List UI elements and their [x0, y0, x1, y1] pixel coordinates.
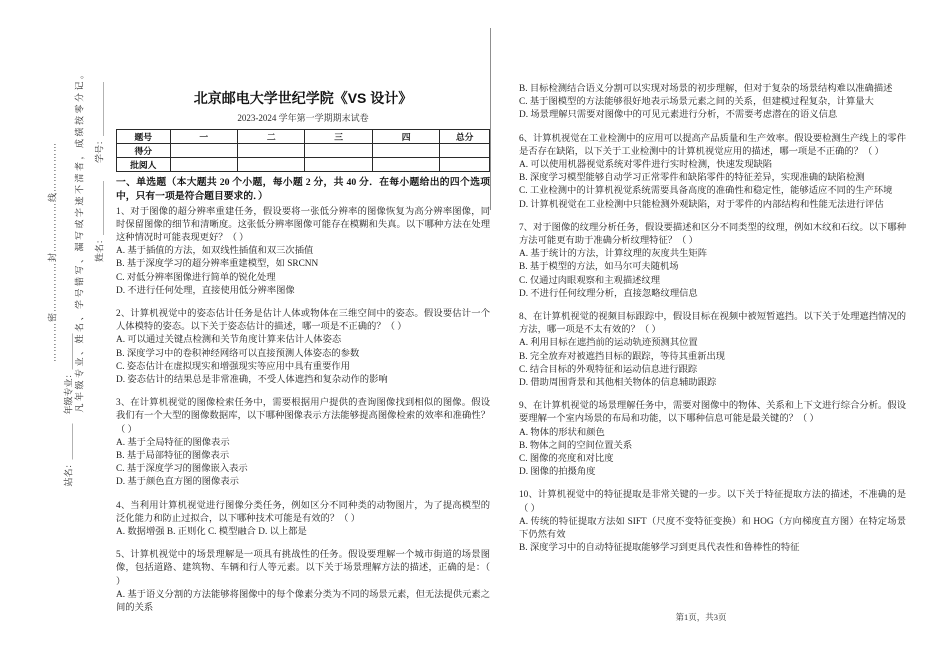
question-option: B. 基于局部特征的图像表示	[116, 451, 230, 462]
question-option: A. 利用目标在遮挡前的运动轨迹预测其位置	[519, 338, 698, 349]
score-cell	[440, 158, 490, 172]
question-block	[519, 83, 906, 123]
question-option: C. 仅通过肉眼观察和主观描述纹理	[519, 275, 661, 286]
score-table-header-row	[117, 130, 490, 144]
question-option: A. 基于全局特征的图像表示	[116, 437, 230, 448]
score-header-cell: 一	[170, 130, 237, 144]
question-option: C. 图像的亮度和对比度	[519, 454, 614, 465]
question-block	[116, 397, 490, 489]
right-column	[519, 83, 906, 566]
question-option: D. 姿态估计的结果总是非常准确，不受人体遮挡和复杂动作的影响	[116, 375, 388, 386]
question-option: D. 场景理解只需要对图像中的可见元素进行分析，不需要考虑潜在的语义信息	[519, 110, 838, 121]
question-option: A. 基于插值的方法，如双线性插值和双三次插值	[116, 246, 314, 257]
question-option: A. 物体的形状和颜色	[519, 427, 605, 438]
question-option: D. 不进行任何处理，直接使用低分辨率图像	[116, 285, 295, 296]
question-block	[519, 311, 906, 390]
score-cell	[170, 158, 237, 172]
score-cell	[238, 144, 305, 158]
score-header-cell: 总分	[440, 130, 490, 144]
question-block	[116, 308, 490, 387]
question-option: B. 深度学习中的自动特征提取能够学习到更具代表性和鲁棒性的特征	[519, 543, 800, 554]
score-cell	[305, 158, 372, 172]
exam-subtitle: 2023-2024 学年第一学期期末试卷	[237, 113, 369, 123]
left-questions-container	[116, 206, 490, 616]
score-header-cell: 四	[372, 130, 439, 144]
question-option: A. 传统的特征提取方法如 SIFT（尺度不变特征变换）和 HOG（方向梯度直方图）在特定场景下仍然有效	[519, 516, 906, 541]
score-row	[117, 144, 490, 158]
question-stem: 3、在计算机视觉的图像检索任务中，需要根据用户提供的查询图像找到相似的图像。假设我们有一个大型的图像数据库，以下哪种图像表示方法能够提高图像检索的效率和准确性？（ ）	[116, 398, 490, 435]
question-option: A. 基于统计的方法，计算纹理的灰度共生矩阵	[519, 249, 708, 260]
question-block	[519, 133, 906, 212]
question-option: D. 计算机视觉在工业检测中只能检测外观缺陷，对于零件的内部结构和性能无法进行评估	[519, 199, 884, 210]
question-option: D. 图像的拍摄角度	[519, 467, 596, 478]
score-header-cell: 二	[238, 130, 305, 144]
question-option: A. 可以使用机器视觉系统对零件进行实时检测，快速发现缺陷	[519, 160, 773, 171]
question-option: B. 深度学习模型能够自动学习正常零件和缺陷零件的特征差异，实现准确的缺陷检测	[519, 173, 865, 184]
question-stem: 1、对于图像的超分辨率重建任务，假设要将一张低分辨率的图像恢复为高分辨率图像，同时保留图像的细节和清晰度。这张低分辨率图像可能存在模糊和失真。以下哪种方法在处理这种情况时可能表现更好？（ ）	[116, 206, 490, 243]
seal-name-id-fields: 姓名：＿＿＿＿＿＿ 学号：＿＿＿＿＿＿	[94, 81, 105, 263]
score-cell	[238, 158, 305, 172]
seal-station-major-fields: 站名：＿＿＿＿ 年级专业：＿＿＿＿	[63, 333, 74, 487]
section-heading: 一、单选题（本大题共 20 个小题，每小题 2 分，共 40 分．在每小题给出的四个选项中，只有一项是符合题目要求的．）	[116, 177, 490, 202]
question-block	[519, 222, 906, 301]
question-stem: 7、对于图像的纹理分析任务，假设要描述和区分不同类型的纹理，例如木纹和石纹。以下哪种方法可能更有助于准确分析纹理特征？（ ）	[519, 222, 906, 247]
question-option: A. 数据增强 B. 正则化 C. 模型融合 D. 以上都是	[116, 527, 307, 538]
right-questions-container	[519, 83, 906, 556]
question-option: C. 基于深度学习的图像嵌入表示	[116, 464, 248, 475]
question-stem: 2、计算机视觉中的姿态估计任务是估计人体或物体在三维空间中的姿态。假设要估计一个人体模特的姿态。以下关于姿态估计的描述，哪一项是不正确的？（ ）	[116, 309, 490, 333]
question-option: D. 借助周围背景和其他相关物体的信息辅助跟踪	[519, 378, 717, 389]
question-option: B. 深度学习中的卷积神经网络可以直接预测人体姿态的参数	[116, 348, 360, 359]
page-footer: 第1页，共3页	[675, 612, 727, 622]
reviewer-row-label: 批阅人	[117, 158, 171, 172]
score-cell	[372, 144, 439, 158]
score-cell	[372, 158, 439, 172]
question-block	[116, 206, 490, 298]
question-stem: 9、在计算机视觉的场景理解任务中，需要对图像中的物体、关系和上下文进行综合分析。假设要理解一个室内场景的布局和功能，以下哪种信息可能是最关键的？（ ）	[519, 401, 906, 425]
score-cell	[440, 144, 490, 158]
question-option: D. 不进行任何纹理分析，直接忽略纹理信息	[519, 288, 698, 299]
question-option: C. 姿态估计在虚拟现实和增强现实等应用中具有重要作用	[116, 361, 350, 372]
question-option: B. 基于模型的方法，如马尔可夫随机场	[519, 262, 679, 273]
score-header-cell: 三	[305, 130, 372, 144]
score-header-cell: 题号	[117, 130, 171, 144]
question-option: D. 基于颜色直方图的图像表示	[116, 477, 239, 488]
question-option: B. 基于深度学习的超分辨率重建模型，如 SRCNN	[116, 259, 319, 270]
question-stem: 5、计算机视觉中的场景理解是一项具有挑战性的任务。假设要理解一个城市街道的场景图像，包括道路、建筑物、车辆和行人等元素。以下关于场景理解方法的描述，正确的是：（ ）	[116, 550, 490, 587]
question-block	[116, 500, 490, 540]
question-stem: 10、计算机视觉中的特征提取是非常关键的一步。以下关于特征提取方法的描述，不准确的是（ ）	[519, 490, 906, 514]
seal-warning-text: 凡年级专业、姓名、学号错写、漏写或字迹不清者，成绩按零分记。	[74, 67, 85, 413]
score-cell	[170, 144, 237, 158]
question-stem: 6、计算机视觉在工业检测中的应用可以提高产品质量和生产效率。假设要检测生产线上的零件是否存在缺陷，以下关于工业检测中的计算机视觉应用的描述，哪一项是不正确的？（ ）	[519, 133, 906, 157]
question-option: A. 基于语义分割的方法能够将图像中的每个像素分类为不同的场景元素，但无法提供元素之间的关系	[116, 589, 490, 614]
question-stem: 4、当利用计算机视觉进行图像分类任务，例如区分不同种类的动物图片，为了提高模型的泛化能力和防止过拟合，以下哪种技术可能是有效的？（ ）	[116, 500, 490, 524]
question-option: B. 目标检测结合语义分割可以实现对场景的初步理解，但对于复杂的场景结构难以准确描述	[519, 84, 893, 94]
left-column	[116, 90, 490, 625]
column-divider-line	[490, 28, 491, 210]
question-block	[519, 400, 906, 479]
page-title: 北京邮电大学世纪学院《VS 设计》	[193, 90, 413, 106]
question-option: C. 工业检测中的计算机视觉系统需要具备高度的准确性和稳定性，能够适应不同的生产环境	[519, 186, 893, 197]
question-option: B. 完全放弃对被遮挡目标的跟踪，等待其重新出现	[519, 351, 726, 362]
score-row-label: 得分	[117, 144, 171, 158]
score-table	[116, 129, 490, 172]
question-option: A. 可以通过关键点检测和关节角度计算来估计人体姿态	[116, 335, 342, 346]
seal-dotted-line: …………密……………封……………线……………	[47, 141, 58, 363]
question-option: C. 对低分辨率图像进行简单的锐化处理	[116, 272, 276, 283]
question-option: C. 结合目标的外观特征和运动信息进行跟踪	[519, 364, 698, 375]
score-cell	[305, 144, 372, 158]
reviewer-row	[117, 158, 490, 172]
question-option: B. 物体之间的空间位置关系	[519, 440, 633, 451]
question-option: C. 基于图模型的方法能够很好地表示场景元素之间的关系，但建模过程复杂，计算量大	[519, 97, 874, 108]
question-block	[519, 489, 906, 555]
question-stem: 8、在计算机视觉的视频目标跟踪中，假设目标在视频中被短暂遮挡。以下关于处理遮挡情况的方法，哪一项是不太有效的？（ ）	[519, 312, 906, 336]
question-block	[116, 549, 490, 615]
